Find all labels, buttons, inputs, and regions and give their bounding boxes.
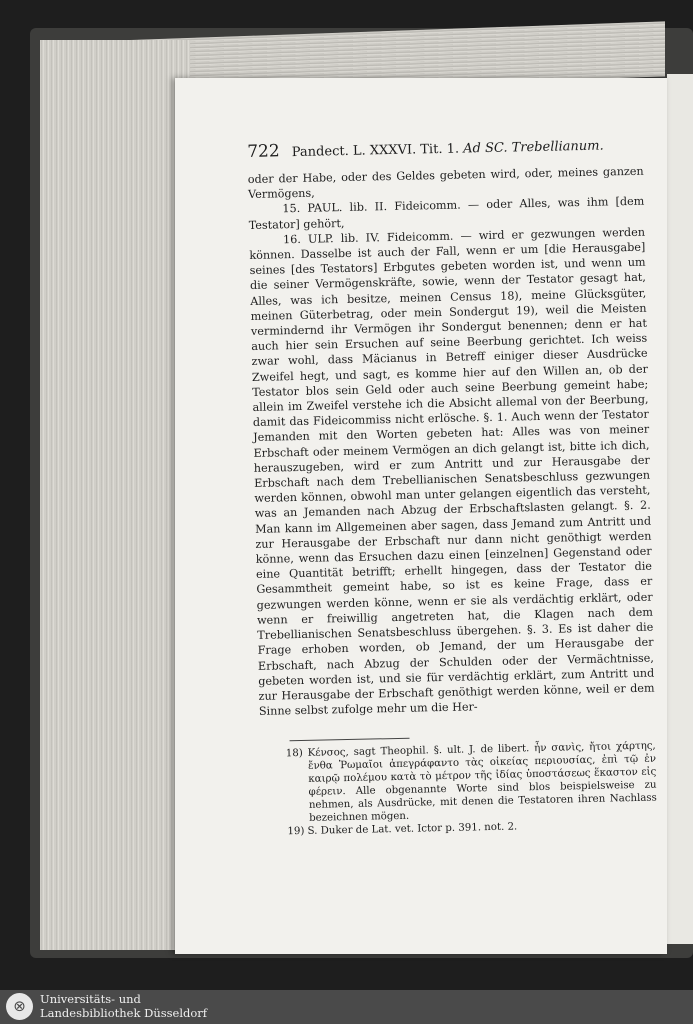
library-name-line2: Landesbibliothek Düsseldorf <box>40 1006 208 1020</box>
page-edges <box>40 40 190 950</box>
running-head-subtitle: Ad SC. Trebellianum. <box>463 138 604 157</box>
paragraph-2: 15. PAUL. lib. II. Fideicomm. — oder Alles, was ihm [dem Testator] gehört, <box>248 195 645 232</box>
running-head <box>247 134 643 162</box>
footnote-19: 19) S. Duker de Lat. vet. Ictor p. 391. not. 2. <box>287 821 518 838</box>
library-name-line1: Universitäts- und <box>40 992 141 1006</box>
cc-logo-icon: ⊗ <box>6 993 33 1020</box>
page-text <box>247 134 658 839</box>
running-head-title: Pandect. L. XXXVI. Tit. 1. <box>291 141 460 161</box>
paragraph-1: oder der Habe, oder des Geldes gebeten wird, oder, meines ganzen Vermögens, <box>247 164 644 202</box>
library-footer <box>0 990 693 1024</box>
footnote-18: 18) Κένσος, sagt Theophil. §. ult. J. de libert. ἦν σανὶς, ἤτοι χάρτης, ἔνθα Ῥωμαῖοι ἀπεγράφαντο τὰς οἰκείας περιουσίας, ἐπὶ τῷ ἐν καιρῷ πολέμου κατὰ τὸ μέτρον τῆς ἰδίας ὑποστάσεως ἕκαστον εἰς φέρειν. Alle obgenannte Worte sind blos beispielsweise zu nehmen, als Ausdrücke, mit denen die Testatoren ihren Nachlass bezeichnen mögen. <box>285 740 657 825</box>
page-body <box>248 164 655 719</box>
library-name <box>40 992 207 1020</box>
page-number: 722 <box>247 141 280 162</box>
book-page <box>175 78 667 954</box>
footnotes <box>260 740 658 839</box>
footnote-rule <box>290 738 410 742</box>
facing-page-edge <box>667 74 693 944</box>
paragraph-3: 16. ULP. lib. IV. Fideicomm. — wird er gezwungen werden können. Dasselbe ist auch der Fall, wenn er um [die Herausgabe] seines [des Testators] Erbgutes gebeten worden ist, und wenn um die seiner Vermögenskräfte, sowie, wenn der Testator gesagt hat, Alles, was ich besitze, meinen Census 18), meine Glücksgüter, meinen Güterbetrag, oder mein Sondergut 19), weil die Meisten vermindernd ihr Vermögen ihr Sondergut benennen; denn er hat auch hier sein Ersuchen auf seine Beerbung gerichtet. Ich weiss zwar wohl, dass Mäcianus in Betreff einiger dieser Ausdrücke Zweifel hegt, und sagt, es komme hier auf den Willen an, ob der Testator blos sein Geld oder auch seine Beerbung gemeint habe; allein im Zweifel verstehe ich die Absicht allemal von der Beerbung, damit das Fideicommiss nicht erlösche. §. 1. Auch wenn der Testator Jemanden mit den Worten gebeten hat: Alles was von meiner Erbschaft oder meinem Vermögen an dich gelangt ist, bitte ich dich, herauszugeben, wird er zum Antritt und zur Herausgabe der Erbschaft nach dem Trebellianischen Senatsbeschluss gezwungen werden können, obwohl man unter gelangen eigentlich das versteht, was an Jemanden nach Abzug der Erbschaftslasten gelangt. §. 2. Man kann im Allgemeinen aber sagen, dass Jemand zum Antritt und zur Herausgabe der Erbschaft nur dann nicht genöthigt werden könne, wenn das Ersuchen dazu einen [einzelnen] Gegenstand oder eine Quantität betrifft; erhellt hingegen, dass der Testator die Gesammtheit gemeint habe, so ist es keine Frage, dass er gezwungen werden könne, wenn er sie als verdächtig erklärt, oder wenn er freiwillig angetreten hat, die Klagen nach dem Trebellianischen Senatsbeschluss übergehen. §. 3. Es ist daher die Frage erhoben worden, ob Jemand, der um Herausgabe der Erbschaft, nach Abzug der Schulden oder der Vermächtnisse, gebeten worden ist, und sie für verdächtig erklärt, zum Antritt und zur Herausgabe der Erbschaft genöthigt werden könne, weil er dem Sinne selbst zufolge mehr um die Her- <box>249 225 655 718</box>
